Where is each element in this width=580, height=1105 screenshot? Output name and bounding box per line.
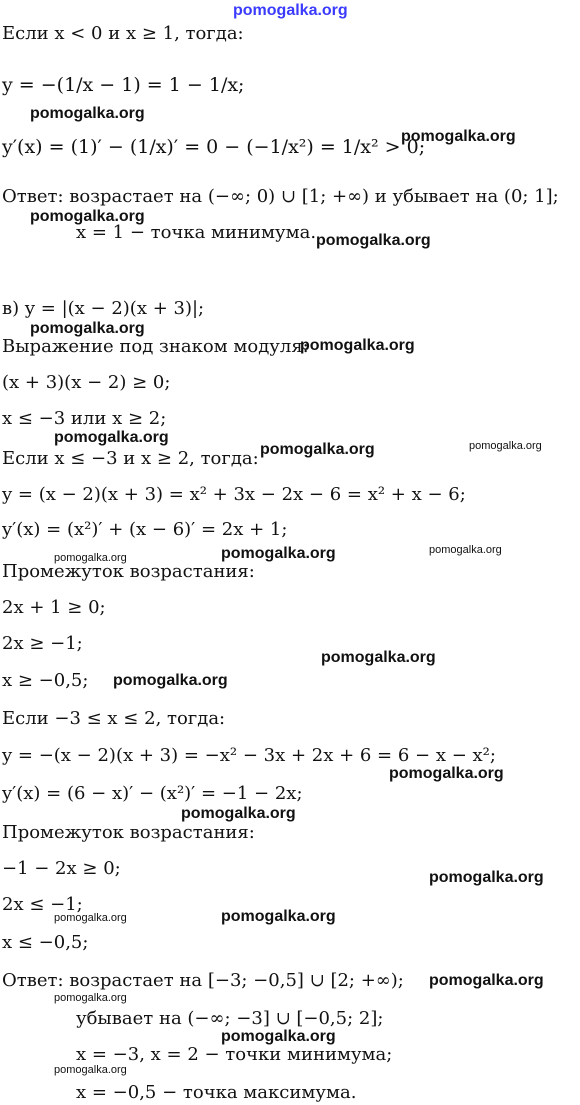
- watermark: pomogalka.org: [260, 441, 375, 458]
- line-9: x ≤ −3 или x ≥ 2;: [2, 408, 167, 429]
- line-25: убывает на (−∞; −3] ∪ [−0,5; 2];: [76, 1008, 384, 1029]
- watermark: pomogalka.org: [221, 545, 336, 562]
- line-11: y = (x − 2)(x + 3) = x² + 3x − 2x − 6 = x² + x − 6;: [2, 484, 466, 505]
- watermark-small: pomogalka.org: [469, 440, 542, 452]
- line-13: Промежуток возрастания:: [2, 561, 255, 582]
- line-19: y′(x) = (6 − x)′ − (x²)′ = −1 − 2x;: [2, 783, 303, 804]
- watermark-small: pomogalka.org: [54, 1064, 127, 1076]
- line-14: 2x + 1 ≥ 0;: [2, 597, 106, 618]
- watermark-top: pomogalka.org: [233, 2, 348, 19]
- watermark-small: pomogalka.org: [54, 992, 127, 1004]
- watermark: pomogalka.org: [321, 649, 436, 666]
- line-5: x = 1 − точка минимума.: [76, 222, 317, 243]
- line-23: x ≤ −0,5;: [2, 932, 89, 953]
- watermark-small: pomogalka.org: [54, 552, 127, 564]
- watermark: pomogalka.org: [30, 105, 145, 122]
- line-21: −1 − 2x ≥ 0;: [2, 858, 121, 879]
- watermark: pomogalka.org: [429, 869, 544, 886]
- line-1: Если x < 0 и x ≥ 1, тогда:: [2, 23, 244, 44]
- line-17: Если −3 ≤ x ≤ 2, тогда:: [2, 708, 226, 729]
- line-24: Ответ: возрастает на [−3; −0,5] ∪ [2; +∞);: [2, 970, 404, 991]
- line-3: y′(x) = (1)′ − (1/x)′ = 0 − (−1/x²) = 1/x² > 0;: [2, 136, 426, 158]
- line-26: x = −3, x = 2 − точки минимума;: [76, 1044, 393, 1065]
- line-12: y′(x) = (x²)′ + (x − 6)′ = 2x + 1;: [2, 519, 288, 540]
- watermark: pomogalka.org: [316, 232, 431, 249]
- watermark-small: pomogalka.org: [54, 912, 127, 924]
- watermark: pomogalka.org: [401, 128, 516, 145]
- watermark-small: pomogalka.org: [429, 544, 502, 556]
- line-4: Ответ: возрастает на (−∞; 0) ∪ [1; +∞) и убывает на (0; 1];: [2, 186, 559, 207]
- watermark: pomogalka.org: [54, 429, 169, 446]
- line-8: (x + 3)(x − 2) ≥ 0;: [2, 372, 171, 393]
- line-20: Промежуток возрастания:: [2, 822, 255, 843]
- line-10: Если x ≤ −3 и x ≥ 2, тогда:: [2, 448, 259, 469]
- line-18: y = −(x − 2)(x + 3) = −x² − 3x + 2x + 6 = 6 − x − x²;: [2, 745, 496, 766]
- watermark: pomogalka.org: [181, 805, 296, 822]
- watermark: pomogalka.org: [221, 908, 336, 925]
- watermark: pomogalka.org: [389, 765, 504, 782]
- line-7: Выражение под знаком модуля:: [2, 336, 309, 357]
- line-2: y = −(1/x − 1) = 1 − 1/x;: [2, 74, 245, 96]
- watermark: pomogalka.org: [30, 320, 145, 337]
- line-6: в) y = |(x − 2)(x + 3)|;: [2, 298, 205, 319]
- watermark: pomogalka.org: [300, 337, 415, 354]
- watermark: pomogalka.org: [113, 672, 228, 689]
- line-15: 2x ≥ −1;: [2, 633, 83, 654]
- watermark: pomogalka.org: [221, 1028, 336, 1045]
- line-27: x = −0,5 − точка максимума.: [76, 1082, 357, 1103]
- watermark: pomogalka.org: [429, 972, 544, 989]
- line-16: x ≥ −0,5;: [2, 670, 89, 691]
- line-22: 2x ≤ −1;: [2, 894, 83, 915]
- watermark: pomogalka.org: [30, 208, 145, 225]
